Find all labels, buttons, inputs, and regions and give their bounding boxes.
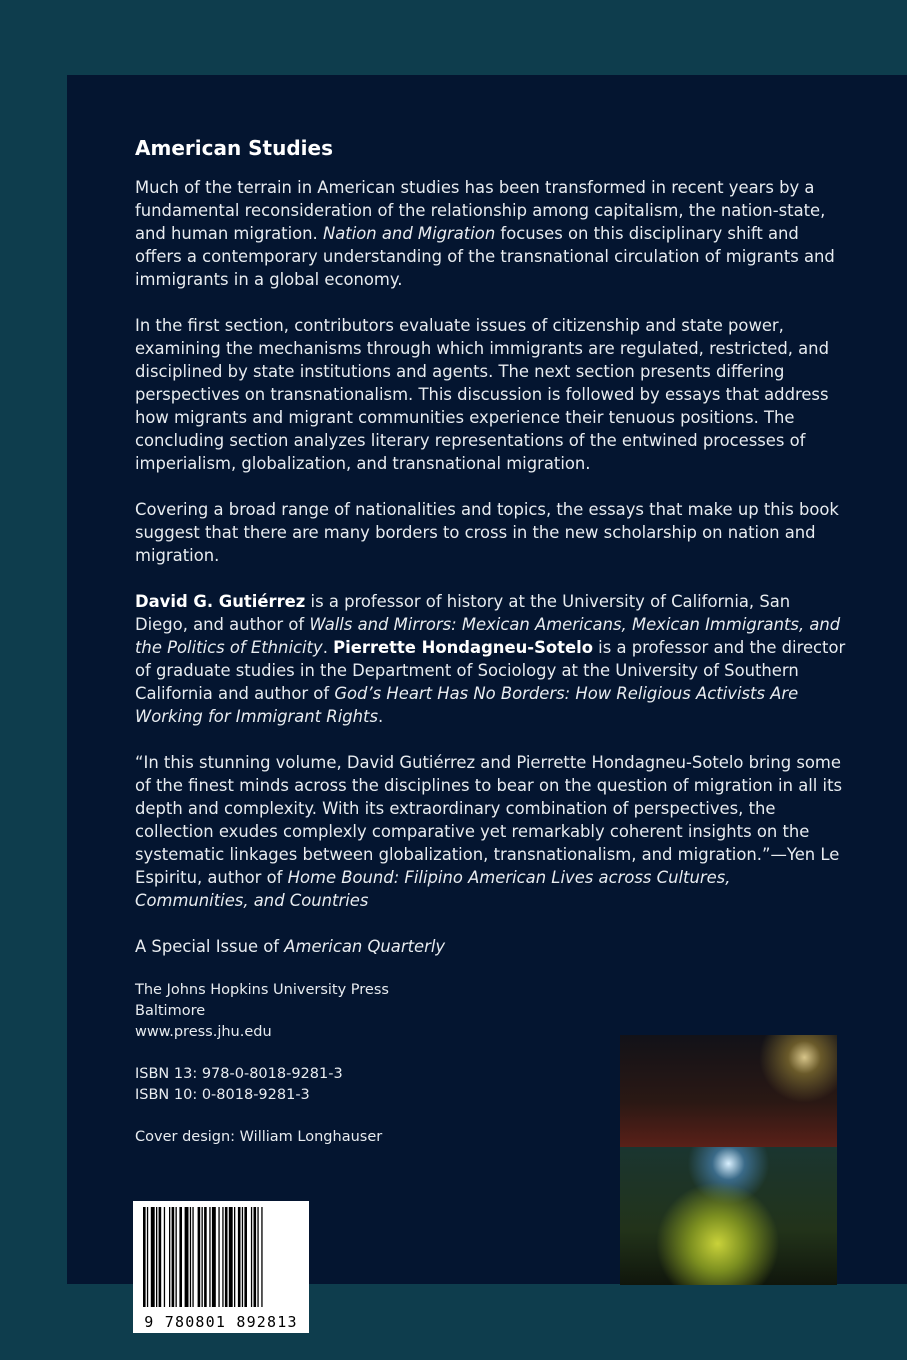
author-book-2: God’s Heart Has No Borders: How Religious Activists Are Working for Immigrant Rights	[135, 684, 799, 726]
barcode-bar	[151, 1207, 155, 1307]
publisher-name: The Johns Hopkins University Press	[135, 982, 389, 998]
barcode-bar	[172, 1207, 175, 1307]
cover-photo-green-scene	[620, 1147, 837, 1285]
endorsement-quote	[135, 751, 847, 912]
barcode-bar	[222, 1207, 223, 1307]
book-title: Nation and Migration	[322, 224, 496, 243]
barcode-bar	[244, 1207, 247, 1307]
barcode-bar	[164, 1207, 165, 1307]
quote-text: “In this stunning volume, David Gutiérrez and Pierrette Hondagneu-Sotelo bring some of the finest minds across the disciplines to bear on the question of migration in all its depth and complexity. With its extraordinary combination of perspectives, the collection exudes complexly comparative yet remarkably coherent insights on the systematic linkages between globalization, transnationalism, and migration.”—Yen Le Espiritu, author of	[135, 753, 843, 887]
barcode-bar	[229, 1207, 233, 1307]
barcode-bar	[192, 1207, 193, 1307]
description-paragraph-1	[135, 176, 847, 291]
author-sep: .	[322, 638, 334, 657]
author-bios	[135, 590, 847, 728]
barcode-bar	[225, 1207, 228, 1307]
author-book-1: Walls and Mirrors: Mexican Americans, Mexican Immigrants, and the Politics of Ethnicity	[135, 615, 841, 657]
publisher-block	[135, 980, 847, 1043]
isbn-13: ISBN 13: 978-0-8018-9281-3	[135, 1066, 343, 1082]
barcode-bar	[242, 1207, 243, 1307]
barcode-bar	[204, 1207, 207, 1307]
cover-design-credit: Cover design: William Longhauser	[135, 1129, 383, 1145]
barcode-bar	[202, 1207, 203, 1307]
barcode-bar	[218, 1207, 219, 1307]
barcode-bar	[257, 1207, 258, 1307]
barcode-bar	[209, 1207, 210, 1307]
barcode-bar	[143, 1207, 146, 1307]
barcode-bars	[143, 1207, 299, 1307]
barcode-bar	[254, 1207, 257, 1307]
barcode-bar	[169, 1207, 170, 1307]
section-title: American Studies	[135, 136, 333, 160]
cover-photo-night-scene	[620, 1035, 837, 1147]
barcode-bar	[176, 1207, 177, 1307]
quote-book: Home Bound: Filipino American Lives across Cultures, Communities, and Countries	[135, 868, 731, 910]
author-name-1: David G. Gutiérrez	[135, 592, 306, 611]
para1-text-a: Much of the terrain in American studies has been transformed in recent years by a fundamental reconsideration of the relationship among capitalism, the nation-state, and human migration.	[135, 178, 826, 243]
barcode-number: 9 780801 892813	[144, 1313, 298, 1331]
barcode-bar	[147, 1207, 148, 1307]
special-issue-prefix: A Special Issue of	[135, 937, 285, 956]
description-paragraph-3: Covering a broad range of nationalities and topics, the essays that make up this book suggest that there are many borders to cross in the new scholarship on nation and migration.	[135, 500, 839, 565]
barcode-bar	[234, 1207, 235, 1307]
journal-title: American Quarterly	[284, 937, 446, 956]
isbn-10: ISBN 10: 0-8018-9281-3	[135, 1087, 310, 1103]
publisher-city: Baltimore	[135, 1003, 206, 1019]
isbn-barcode	[133, 1201, 309, 1333]
barcode-bar	[212, 1207, 216, 1307]
description-paragraph-2: In the first section, contributors evaluate issues of citizenship and state power, examining the mechanisms through which immigrants are regulated, restricted, and disciplined by state institutions and agents. The next section presents differing perspectives on transnationalism. This discussion is followed by essays that address how migrants and migrant communities experience their tenuous positions. The concluding section analyzes literary representations of the entwined processes of imperialism, globalization, and transnational migration.	[135, 316, 829, 473]
barcode-bar	[179, 1207, 182, 1307]
barcode-bar	[198, 1207, 201, 1307]
cover-photo	[620, 1035, 837, 1285]
author-bio-1: is a professor of history at the University of California, San Diego, and author of	[135, 592, 791, 634]
barcode-bar	[261, 1207, 262, 1307]
barcode-bar	[159, 1207, 162, 1307]
barcode-bar	[185, 1207, 189, 1307]
author-bio-2: is a professor and the director of graduate studies in the Department of Sociology at the University of Southern California and author of	[135, 638, 846, 703]
special-issue-line	[135, 935, 847, 958]
barcode-bar	[251, 1207, 252, 1307]
back-cover-text	[135, 135, 847, 1169]
barcode-bar	[156, 1207, 157, 1307]
barcode-bar	[238, 1207, 241, 1307]
author-name-2: Pierrette Hondagneu-Sotelo	[333, 638, 593, 657]
author-end: .	[378, 707, 384, 726]
publisher-url[interactable]: www.press.jhu.edu	[135, 1024, 272, 1040]
barcode-bar	[190, 1207, 191, 1307]
para1-text-b: focuses on this disciplinary shift and offers a contemporary understanding of the transnational circulation of migrants and immigrants in a global economy.	[135, 224, 835, 289]
